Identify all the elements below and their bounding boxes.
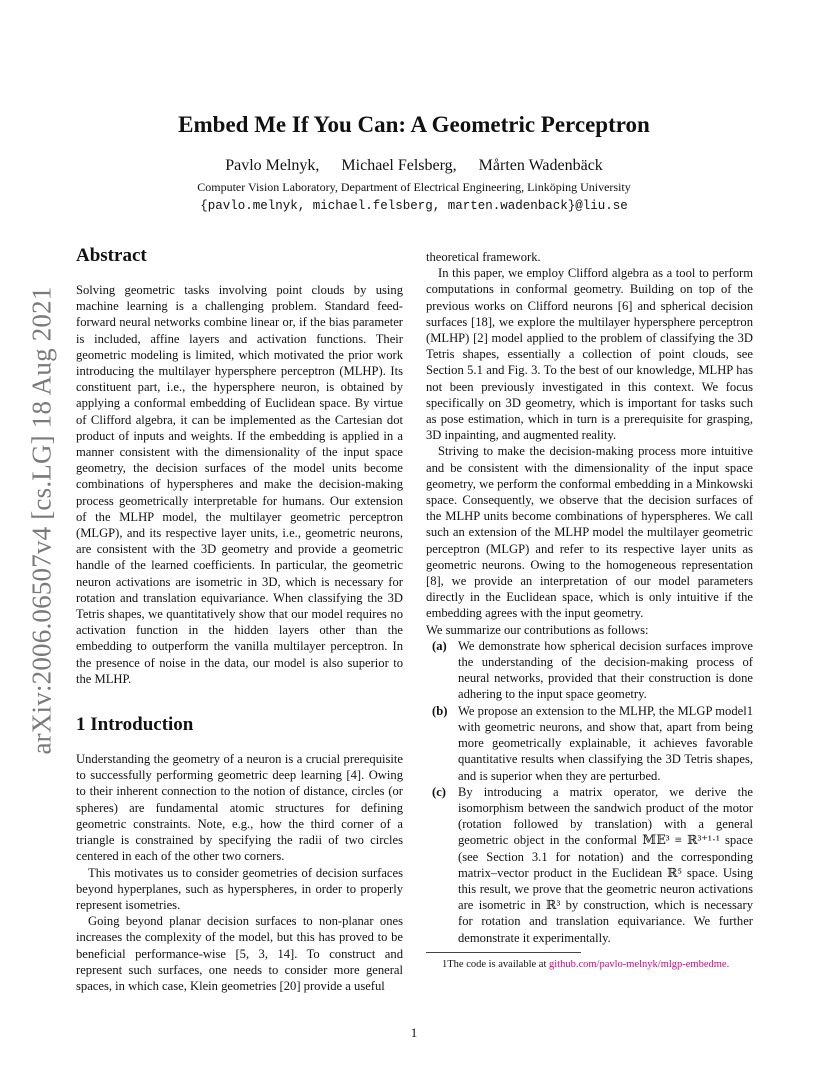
page-number: 1 (410, 1025, 418, 1040)
author-1: Pavlo Melnyk, (225, 157, 320, 174)
footnote-code-link[interactable]: github.com/pavlo-melnyk/mlgp-embedme. (549, 958, 730, 970)
right-column (426, 249, 753, 972)
abstract-heading: Abstract (76, 245, 147, 266)
introduction-heading: 1 Introduction (76, 714, 194, 736)
affiliation: Computer Vision Laboratory, Department of Electrical Engineering, Linköping University (197, 180, 631, 194)
contribution-item (426, 784, 753, 946)
intro-paragraph-1: Understanding the geometry of a neuron is a crucial prerequisite to successfully performing geometric deep learning [4]. Owing to their inherent connection to the notion of distance, circles (or spheres) are fundamental atomic structures for defining geometric constraints. Note, e.g., how the third corner of a triangle is constrained by specifying the radii of two circles centered in each of the other two corners. (76, 752, 403, 864)
arxiv-stamp (22, 285, 62, 755)
right-paragraph-0: theoretical framework. (426, 250, 541, 264)
footnote-divider (426, 952, 581, 953)
contribution-label: (b) (432, 703, 448, 718)
left-column (76, 244, 403, 994)
footnote-text: 1The code is available at (442, 958, 549, 970)
intro-paragraph-3: Going beyond planar decision surfaces to non-planar ones increases the complexity of the model, but this has proved to be beneficial performance-wise [5, 3, 14]. To construct and represent such surfaces, one needs to consider more general spaces, in which case, Klein geometries [20] provide a useful (76, 914, 403, 993)
contribution-text: We propose an extension to the MLHP, the MLGP model1 with geometric neurons, and show that, apart from being more geometrically explainable, it achieves favorable quantitative results when classifying the 3D Tetris shapes, and is superior when they are perturbed. (458, 703, 753, 783)
author-list (0, 157, 828, 175)
contribution-list (426, 638, 753, 946)
author-email: {pavlo.melnyk, michael.felsberg, marten.wadenback}@liu.se (200, 199, 628, 213)
right-paragraph-2: Striving to make the decision-making process more intuitive and be consistent with the dimensionality of the input space geometry, we perform the conformal embedding in a Minkowski space. Consequently, we observe that the decision surfaces of the MLHP units become combinations of hyperspheres. We call such an extension of the MLHP model the multilayer geometric perceptron (MLGP) and refer to its respective layer units as geometric neurons. Owing to the homogeneous representation [8], we provide an interpretation of our model parameters directly in the Euclidean space, which is only intuitive if the embedding agrees with the input geometry. (426, 444, 753, 621)
footnote (426, 958, 753, 972)
abstract-text: Solving geometric tasks involving point clouds by using machine learning is a challenging problem. Standard feed-forward neural networks combine linear or, if the bias parameter is included, affine layers and activation functions. Their geometric modeling is limited, which motivated the prior work introducing the multilayer hypersphere perceptron (MLHP). Its constituent part, i.e., the hypersphere neuron, is obtained by applying a conformal embedding of Euclidean space. By virtue of Clifford algebra, it can be implemented as the Cartesian dot product of inputs and weights. If the embedding is applied in a manner consistent with the dimensionality of the input space geometry, the decision surfaces of the model units become combinations of hyperspheres and make the decision-making process geometrically interpretable for humans. Our extension of the MLHP model, the multilayer geometric perceptron (MLGP), and its respective layer units, i.e., geometric neurons, are consistent with the 3D geometry and provide a geometric handle of the learned coefficients. In particular, the geometric neuron activations are isometric in 3D, which is necessary for rotation and translation equivariance. When classifying the 3D Tetris shapes, we quantitatively show that our model requires no activation function in the hidden layers other than the embedding to outperform the vanilla multilayer perceptron. In the presence of noise in the data, our model is also superior to the MLHP. (76, 283, 403, 686)
contribution-text: By introducing a matrix operator, we derive the isomorphism between the sandwich product of the motor (rotation followed by translation) with a general geometric object in the conformal 𝕄𝔼³ ≡ ℝ³⁺¹·¹ space (see Section 3.1 for notation) and the corresponding matrix–vector product in the Euclidean ℝ⁵ space. Using this result, we prove that the geometric neuron activations are isometric in ℝ³ by construction, which is necessary for rotation and translation equivariance. We further demonstrate it experimentally. (458, 784, 753, 945)
contribution-item (426, 638, 753, 703)
arxiv-stamp-text: arXiv:2006.06507v4 [cs.LG] 18 Aug 2021 (26, 285, 57, 755)
contribution-label: (a) (432, 638, 447, 653)
author-3: Mårten Wadenbäck (478, 157, 603, 174)
right-paragraph-1: In this paper, we employ Clifford algebra as a tool to perform computations in conformal geometry. Building on top of the previous works on Clifford neurons [6] and spherical decision surfaces [18], we explore the multilayer hypersphere perceptron (MLHP) [2] model applied to the problem of classifying the 3D Tetris shapes, essentially a collection of point clouds, see Section 5.1 and Fig. 3. To the best of our knowledge, MLHP has not been previously investigated in this context. We focus specifically on 3D geometry, which is important for tasks such as pose estimation, which in turn is a prerequisite for grasping, 3D inpainting, and augmented reality. (426, 266, 753, 443)
paper-title: Embed Me If You Can: A Geometric Perceptron (178, 112, 650, 137)
author-2: Michael Felsberg, (341, 157, 457, 174)
contribution-label: (c) (432, 784, 446, 799)
contribution-text: We demonstrate how spherical decision surfaces improve the understanding of the decision-making process of neural networks, provided that their construction is done adhering to the input space geometry. (458, 638, 753, 702)
intro-paragraph-2: This motivates us to consider geometries of decision surfaces beyond hyperplanes, such as hyperspheres, in order to properly represent isometries. (76, 865, 403, 912)
contribution-item (426, 703, 753, 784)
contributions-intro: We summarize our contributions as follows: (426, 622, 649, 637)
